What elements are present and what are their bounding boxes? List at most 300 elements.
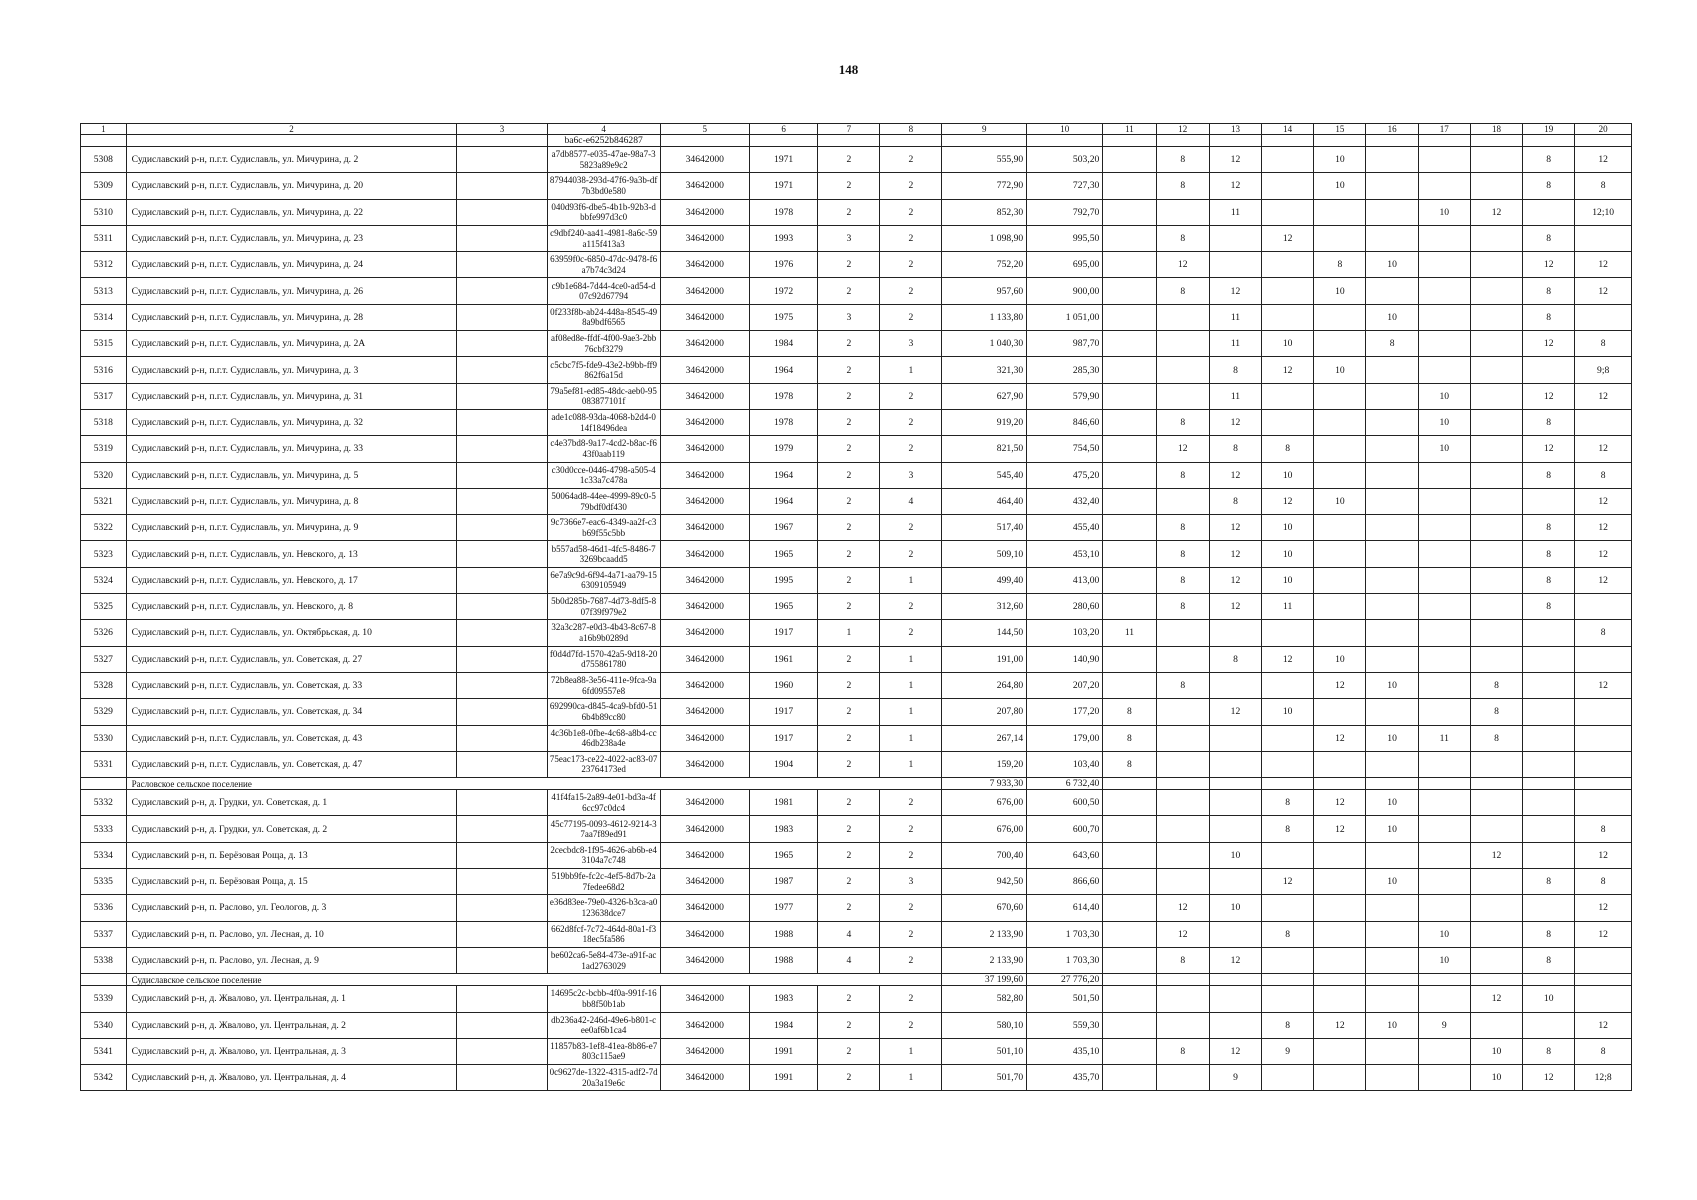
column-header-19: 19 <box>1523 124 1575 135</box>
component-13-cell <box>1209 1012 1261 1038</box>
year-built-cell: 1991 <box>749 1038 818 1064</box>
component-18-cell <box>1470 515 1522 541</box>
oktmo-code-cell: 34642000 <box>660 620 749 646</box>
component-18-cell: 10 <box>1470 1065 1522 1091</box>
year-built-cell: 1917 <box>749 699 818 725</box>
empty-cell <box>818 135 880 147</box>
component-13-cell: 11 <box>1209 199 1261 225</box>
building-id-cell: 11857b83-1ef8-41ea-8b86-e7803c115ae9 <box>547 1038 660 1064</box>
component-14-cell: 8 <box>1262 790 1314 816</box>
component-20-cell: 12 <box>1575 895 1632 921</box>
component-17-cell <box>1418 304 1470 330</box>
empty-cell <box>1366 778 1418 790</box>
table-row <box>81 147 1632 173</box>
component-11-cell <box>1103 1038 1156 1064</box>
component-19-cell: 8 <box>1523 173 1575 199</box>
column-header-15: 15 <box>1314 124 1366 135</box>
cell-3-cell <box>457 895 547 921</box>
component-16-cell <box>1366 921 1418 947</box>
cell-3-cell <box>457 842 547 868</box>
component-19-cell <box>1523 842 1575 868</box>
row-number-cell: 5327 <box>81 646 127 672</box>
component-18-cell <box>1470 436 1522 462</box>
row-number-cell: 5332 <box>81 790 127 816</box>
component-11-cell <box>1103 921 1156 947</box>
component-18-cell <box>1470 252 1522 278</box>
component-17-cell <box>1418 488 1470 514</box>
component-15-cell <box>1314 594 1366 620</box>
table-row <box>81 672 1632 698</box>
floors-cell: 2 <box>818 895 880 921</box>
component-18-cell <box>1470 331 1522 357</box>
address-cell: Судиславский р-н, п.г.т. Судиславль, ул. Советская, д. 43 <box>126 725 457 751</box>
cell-3-cell <box>457 1012 547 1038</box>
table-row <box>81 1065 1632 1091</box>
floors-cell: 2 <box>818 488 880 514</box>
component-16-cell <box>1366 278 1418 304</box>
entrances-cell: 1 <box>880 357 942 383</box>
floors-cell: 2 <box>818 751 880 777</box>
floors-cell: 2 <box>818 278 880 304</box>
component-19-cell: 8 <box>1523 304 1575 330</box>
year-built-cell: 1978 <box>749 409 818 435</box>
component-19-cell: 8 <box>1523 947 1575 973</box>
empty-cell <box>81 974 127 986</box>
component-17-cell <box>1418 869 1470 895</box>
floors-cell: 2 <box>818 567 880 593</box>
component-18-cell: 8 <box>1470 699 1522 725</box>
component-18-cell: 12 <box>1470 986 1522 1012</box>
empty-cell <box>1470 135 1522 147</box>
component-15-cell <box>1314 541 1366 567</box>
component-15-cell: 10 <box>1314 646 1366 672</box>
column-header-5: 5 <box>660 124 749 135</box>
component-12-cell <box>1156 842 1209 868</box>
entrances-cell: 1 <box>880 751 942 777</box>
year-built-cell: 1991 <box>749 1065 818 1091</box>
floors-cell: 2 <box>818 199 880 225</box>
component-11-cell <box>1103 895 1156 921</box>
empty-cell <box>1103 778 1156 790</box>
entrances-cell: 3 <box>880 462 942 488</box>
total-area-cell: 676,00 <box>942 816 1027 842</box>
component-15-cell: 10 <box>1314 488 1366 514</box>
component-11-cell <box>1103 462 1156 488</box>
address-cell: Судиславский р-н, п. Раслово, ул. Лесная, д. 9 <box>126 947 457 973</box>
component-12-cell: 8 <box>1156 1038 1209 1064</box>
address-cell: Судиславский р-н, п.г.т. Судиславль, ул. Мичурина, д. 22 <box>126 199 457 225</box>
component-14-cell: 9 <box>1262 1038 1314 1064</box>
component-18-cell <box>1470 646 1522 672</box>
component-20-cell: 12 <box>1575 1012 1632 1038</box>
living-area-cell: 501,50 <box>1027 986 1103 1012</box>
component-11-cell <box>1103 816 1156 842</box>
component-17-cell <box>1418 541 1470 567</box>
component-19-cell <box>1523 790 1575 816</box>
component-18-cell <box>1470 409 1522 435</box>
total-area-cell: 207,80 <box>942 699 1027 725</box>
component-17-cell <box>1418 751 1470 777</box>
year-built-cell: 1964 <box>749 488 818 514</box>
empty-cell <box>1523 135 1575 147</box>
cell-3-cell <box>457 790 547 816</box>
component-19-cell <box>1523 751 1575 777</box>
component-15-cell <box>1314 515 1366 541</box>
entrances-cell: 1 <box>880 725 942 751</box>
living-area-cell: 643,60 <box>1027 842 1103 868</box>
entrances-cell: 2 <box>880 620 942 646</box>
total-area-cell: 1 098,90 <box>942 225 1027 251</box>
empty-cell <box>1103 974 1156 986</box>
component-12-cell <box>1156 331 1209 357</box>
row-number-cell: 5335 <box>81 869 127 895</box>
oktmo-code-cell: 34642000 <box>660 594 749 620</box>
floors-cell: 2 <box>818 986 880 1012</box>
empty-cell <box>1156 778 1209 790</box>
total-area-cell: 159,20 <box>942 751 1027 777</box>
total-area-cell: 772,90 <box>942 173 1027 199</box>
component-11-cell <box>1103 869 1156 895</box>
component-15-cell <box>1314 1038 1366 1064</box>
building-id-cell: be602ca6-5e84-473e-a91f-ac1ad2763029 <box>547 947 660 973</box>
component-18-cell <box>1470 921 1522 947</box>
empty-cell <box>1470 778 1522 790</box>
component-16-cell <box>1366 409 1418 435</box>
oktmo-code-cell: 34642000 <box>660 331 749 357</box>
address-cell: Судиславский р-н, д. Грудки, ул. Советская, д. 1 <box>126 790 457 816</box>
column-header-11: 11 <box>1103 124 1156 135</box>
component-16-cell: 10 <box>1366 252 1418 278</box>
year-built-cell: 1987 <box>749 869 818 895</box>
component-16-cell <box>1366 147 1418 173</box>
cell-3-cell <box>457 725 547 751</box>
oktmo-code-cell: 34642000 <box>660 383 749 409</box>
component-14-cell <box>1262 1065 1314 1091</box>
component-17-cell: 10 <box>1418 921 1470 947</box>
component-12-cell <box>1156 646 1209 672</box>
year-built-cell: 1979 <box>749 436 818 462</box>
component-17-cell <box>1418 357 1470 383</box>
total-area-cell: 321,30 <box>942 357 1027 383</box>
component-17-cell <box>1418 173 1470 199</box>
component-13-cell <box>1209 751 1261 777</box>
component-17-cell <box>1418 842 1470 868</box>
component-17-cell: 10 <box>1418 436 1470 462</box>
oktmo-code-cell: 34642000 <box>660 646 749 672</box>
year-built-cell: 1981 <box>749 790 818 816</box>
component-20-cell: 12 <box>1575 147 1632 173</box>
component-16-cell <box>1366 646 1418 672</box>
cell-3-cell <box>457 199 547 225</box>
living-area-cell: 140,90 <box>1027 646 1103 672</box>
component-11-cell <box>1103 672 1156 698</box>
component-14-cell <box>1262 986 1314 1012</box>
table-row <box>81 383 1632 409</box>
entrances-cell: 2 <box>880 541 942 567</box>
year-built-cell: 1971 <box>749 147 818 173</box>
component-18-cell <box>1470 594 1522 620</box>
oktmo-code-cell: 34642000 <box>660 488 749 514</box>
row-number-cell: 5337 <box>81 921 127 947</box>
floors-cell: 2 <box>818 842 880 868</box>
table-row <box>81 488 1632 514</box>
component-11-cell: 8 <box>1103 699 1156 725</box>
total-area-cell: 501,10 <box>942 1038 1027 1064</box>
row-number-cell: 5312 <box>81 252 127 278</box>
component-16-cell <box>1366 436 1418 462</box>
component-14-cell <box>1262 173 1314 199</box>
oktmo-code-cell: 34642000 <box>660 357 749 383</box>
component-13-cell <box>1209 620 1261 646</box>
component-16-cell <box>1366 842 1418 868</box>
total-area-cell: 264,80 <box>942 672 1027 698</box>
row-number-cell: 5326 <box>81 620 127 646</box>
empty-cell <box>660 135 749 147</box>
oktmo-code-cell: 34642000 <box>660 672 749 698</box>
total-area-cell: 919,20 <box>942 409 1027 435</box>
component-20-cell: 12 <box>1575 488 1632 514</box>
living-area-cell: 503,20 <box>1027 147 1103 173</box>
oktmo-code-cell: 34642000 <box>660 1065 749 1091</box>
component-11-cell: 8 <box>1103 725 1156 751</box>
empty-cell <box>1418 974 1470 986</box>
component-13-cell <box>1209 869 1261 895</box>
oktmo-code-cell: 34642000 <box>660 1012 749 1038</box>
year-built-cell: 1984 <box>749 1012 818 1038</box>
component-13-cell: 12 <box>1209 409 1261 435</box>
component-20-cell: 12 <box>1575 541 1632 567</box>
cell-3-cell <box>457 173 547 199</box>
component-15-cell <box>1314 921 1366 947</box>
component-18-cell <box>1470 278 1522 304</box>
component-14-cell: 12 <box>1262 225 1314 251</box>
component-20-cell <box>1575 594 1632 620</box>
component-17-cell <box>1418 594 1470 620</box>
living-area-cell: 432,40 <box>1027 488 1103 514</box>
component-15-cell: 10 <box>1314 173 1366 199</box>
component-14-cell <box>1262 842 1314 868</box>
component-17-cell <box>1418 895 1470 921</box>
component-12-cell: 8 <box>1156 173 1209 199</box>
component-13-cell: 12 <box>1209 147 1261 173</box>
continuation-row <box>81 135 1632 147</box>
column-header-17: 17 <box>1418 124 1470 135</box>
year-built-cell: 1983 <box>749 986 818 1012</box>
entrances-cell: 1 <box>880 699 942 725</box>
address-cell: Судиславский р-н, д. Жвалово, ул. Центральная, д. 4 <box>126 1065 457 1091</box>
address-cell: Судиславский р-н, п.г.т. Судиславль, ул. Советская, д. 33 <box>126 672 457 698</box>
component-16-cell: 10 <box>1366 725 1418 751</box>
table-row <box>81 986 1632 1012</box>
empty-cell <box>126 135 457 147</box>
component-12-cell: 8 <box>1156 594 1209 620</box>
total-area-cell: 821,50 <box>942 436 1027 462</box>
component-17-cell <box>1418 986 1470 1012</box>
address-cell: Судиславский р-н, п.г.т. Судиславль, ул. Советская, д. 27 <box>126 646 457 672</box>
component-12-cell <box>1156 869 1209 895</box>
empty-cell <box>457 135 547 147</box>
row-number-cell: 5329 <box>81 699 127 725</box>
row-number-cell: 5314 <box>81 304 127 330</box>
component-12-cell: 8 <box>1156 462 1209 488</box>
living-area-cell: 280,60 <box>1027 594 1103 620</box>
component-16-cell <box>1366 488 1418 514</box>
component-18-cell <box>1470 869 1522 895</box>
year-built-cell: 1965 <box>749 842 818 868</box>
component-18-cell <box>1470 357 1522 383</box>
component-19-cell: 8 <box>1523 869 1575 895</box>
component-15-cell: 12 <box>1314 672 1366 698</box>
component-19-cell <box>1523 699 1575 725</box>
component-15-cell <box>1314 895 1366 921</box>
living-area-cell: 559,30 <box>1027 1012 1103 1038</box>
empty-cell <box>1262 778 1314 790</box>
row-number-cell: 5308 <box>81 147 127 173</box>
component-18-cell <box>1470 304 1522 330</box>
component-18-cell <box>1470 620 1522 646</box>
component-20-cell: 12 <box>1575 672 1632 698</box>
table-row <box>81 646 1632 672</box>
cell-3-cell <box>457 567 547 593</box>
component-14-cell: 10 <box>1262 515 1314 541</box>
component-18-cell: 10 <box>1470 1038 1522 1064</box>
table-row <box>81 225 1632 251</box>
oktmo-code-cell: 34642000 <box>660 409 749 435</box>
component-16-cell <box>1366 225 1418 251</box>
row-number-cell: 5340 <box>81 1012 127 1038</box>
component-15-cell: 12 <box>1314 816 1366 842</box>
empty-cell <box>1366 974 1418 986</box>
oktmo-code-cell: 34642000 <box>660 790 749 816</box>
component-20-cell: 8 <box>1575 462 1632 488</box>
row-number-cell: 5331 <box>81 751 127 777</box>
cell-3-cell <box>457 252 547 278</box>
oktmo-code-cell: 34642000 <box>660 1038 749 1064</box>
component-13-cell <box>1209 921 1261 947</box>
entrances-cell: 2 <box>880 278 942 304</box>
component-19-cell: 8 <box>1523 462 1575 488</box>
component-19-cell: 8 <box>1523 147 1575 173</box>
component-15-cell <box>1314 1065 1366 1091</box>
building-id-cell: 692990ca-d845-4ca9-bfd0-516b4b89cc80 <box>547 699 660 725</box>
year-built-cell: 1978 <box>749 383 818 409</box>
column-header-1: 1 <box>81 124 127 135</box>
address-cell: Судиславский р-н, п.г.т. Судиславль, ул. Мичурина, д. 33 <box>126 436 457 462</box>
component-19-cell: 8 <box>1523 567 1575 593</box>
component-11-cell <box>1103 225 1156 251</box>
row-number-cell: 5310 <box>81 199 127 225</box>
living-area-cell: 435,10 <box>1027 1038 1103 1064</box>
address-cell: Судиславский р-н, п.г.т. Судиславль, ул. Советская, д. 34 <box>126 699 457 725</box>
floors-cell: 2 <box>818 252 880 278</box>
address-cell: Судиславский р-н, п.г.т. Судиславль, ул. Мичурина, д. 3 <box>126 357 457 383</box>
total-area-cell: 627,90 <box>942 383 1027 409</box>
component-12-cell <box>1156 383 1209 409</box>
component-17-cell: 10 <box>1418 409 1470 435</box>
component-20-cell <box>1575 699 1632 725</box>
cell-3-cell <box>457 147 547 173</box>
component-13-cell: 9 <box>1209 1065 1261 1091</box>
living-area-cell: 900,00 <box>1027 278 1103 304</box>
entrances-cell: 2 <box>880 225 942 251</box>
column-header-4: 4 <box>547 124 660 135</box>
component-15-cell: 10 <box>1314 357 1366 383</box>
component-18-cell: 12 <box>1470 199 1522 225</box>
component-16-cell <box>1366 383 1418 409</box>
component-20-cell: 12 <box>1575 921 1632 947</box>
component-14-cell: 8 <box>1262 816 1314 842</box>
floors-cell: 2 <box>818 383 880 409</box>
address-cell: Судиславский р-н, п.г.т. Судиславль, ул. Невского, д. 13 <box>126 541 457 567</box>
empty-cell <box>749 135 818 147</box>
component-16-cell <box>1366 173 1418 199</box>
component-13-cell <box>1209 986 1261 1012</box>
component-14-cell: 10 <box>1262 567 1314 593</box>
oktmo-code-cell: 34642000 <box>660 869 749 895</box>
component-16-cell <box>1366 1038 1418 1064</box>
empty-cell <box>1575 974 1632 986</box>
year-built-cell: 1984 <box>749 331 818 357</box>
entrances-cell: 2 <box>880 594 942 620</box>
entrances-cell: 2 <box>880 842 942 868</box>
component-14-cell: 12 <box>1262 646 1314 672</box>
cell-3-cell <box>457 816 547 842</box>
component-12-cell <box>1156 725 1209 751</box>
row-number-cell: 5339 <box>81 986 127 1012</box>
year-built-cell: 1995 <box>749 567 818 593</box>
living-area-cell: 285,30 <box>1027 357 1103 383</box>
component-12-cell: 8 <box>1156 409 1209 435</box>
building-id-cell: 41f4fa15-2a89-4e01-bd3a-4f6cc97c0dc4 <box>547 790 660 816</box>
component-11-cell <box>1103 488 1156 514</box>
component-12-cell <box>1156 816 1209 842</box>
building-id-cell: 6e7a9c9d-6f94-4a71-aa79-156309105949 <box>547 567 660 593</box>
component-13-cell: 10 <box>1209 842 1261 868</box>
empty-cell <box>1209 135 1261 147</box>
row-number-cell: 5318 <box>81 409 127 435</box>
table-row <box>81 515 1632 541</box>
floors-cell: 2 <box>818 816 880 842</box>
row-number-cell: 5311 <box>81 225 127 251</box>
living-area-cell: 435,70 <box>1027 1065 1103 1091</box>
component-16-cell <box>1366 199 1418 225</box>
address-cell: Судиславский р-н, п.г.т. Судиславль, ул. Мичурина, д. 9 <box>126 515 457 541</box>
table-row <box>81 331 1632 357</box>
component-14-cell <box>1262 725 1314 751</box>
row-number-cell: 5315 <box>81 331 127 357</box>
component-20-cell: 8 <box>1575 816 1632 842</box>
oktmo-code-cell: 34642000 <box>660 816 749 842</box>
component-12-cell: 8 <box>1156 147 1209 173</box>
component-20-cell <box>1575 751 1632 777</box>
component-17-cell <box>1418 1038 1470 1064</box>
component-19-cell: 10 <box>1523 986 1575 1012</box>
address-cell: Судиславский р-н, п.г.т. Судиславль, ул. Мичурина, д. 2 <box>126 147 457 173</box>
cell-3-cell <box>457 699 547 725</box>
component-18-cell <box>1470 147 1522 173</box>
address-cell: Судиславский р-н, п. Берёзовая Роща, д. 15 <box>126 869 457 895</box>
component-15-cell <box>1314 842 1366 868</box>
living-area-cell: 846,60 <box>1027 409 1103 435</box>
living-area-cell: 179,00 <box>1027 725 1103 751</box>
oktmo-code-cell: 34642000 <box>660 462 749 488</box>
address-cell: Судиславский р-н, п. Раслово, ул. Лесная, д. 10 <box>126 921 457 947</box>
empty-cell <box>1418 778 1470 790</box>
data-table <box>80 123 1632 1091</box>
table-row <box>81 594 1632 620</box>
total-area-cell: 509,10 <box>942 541 1027 567</box>
component-17-cell <box>1418 278 1470 304</box>
